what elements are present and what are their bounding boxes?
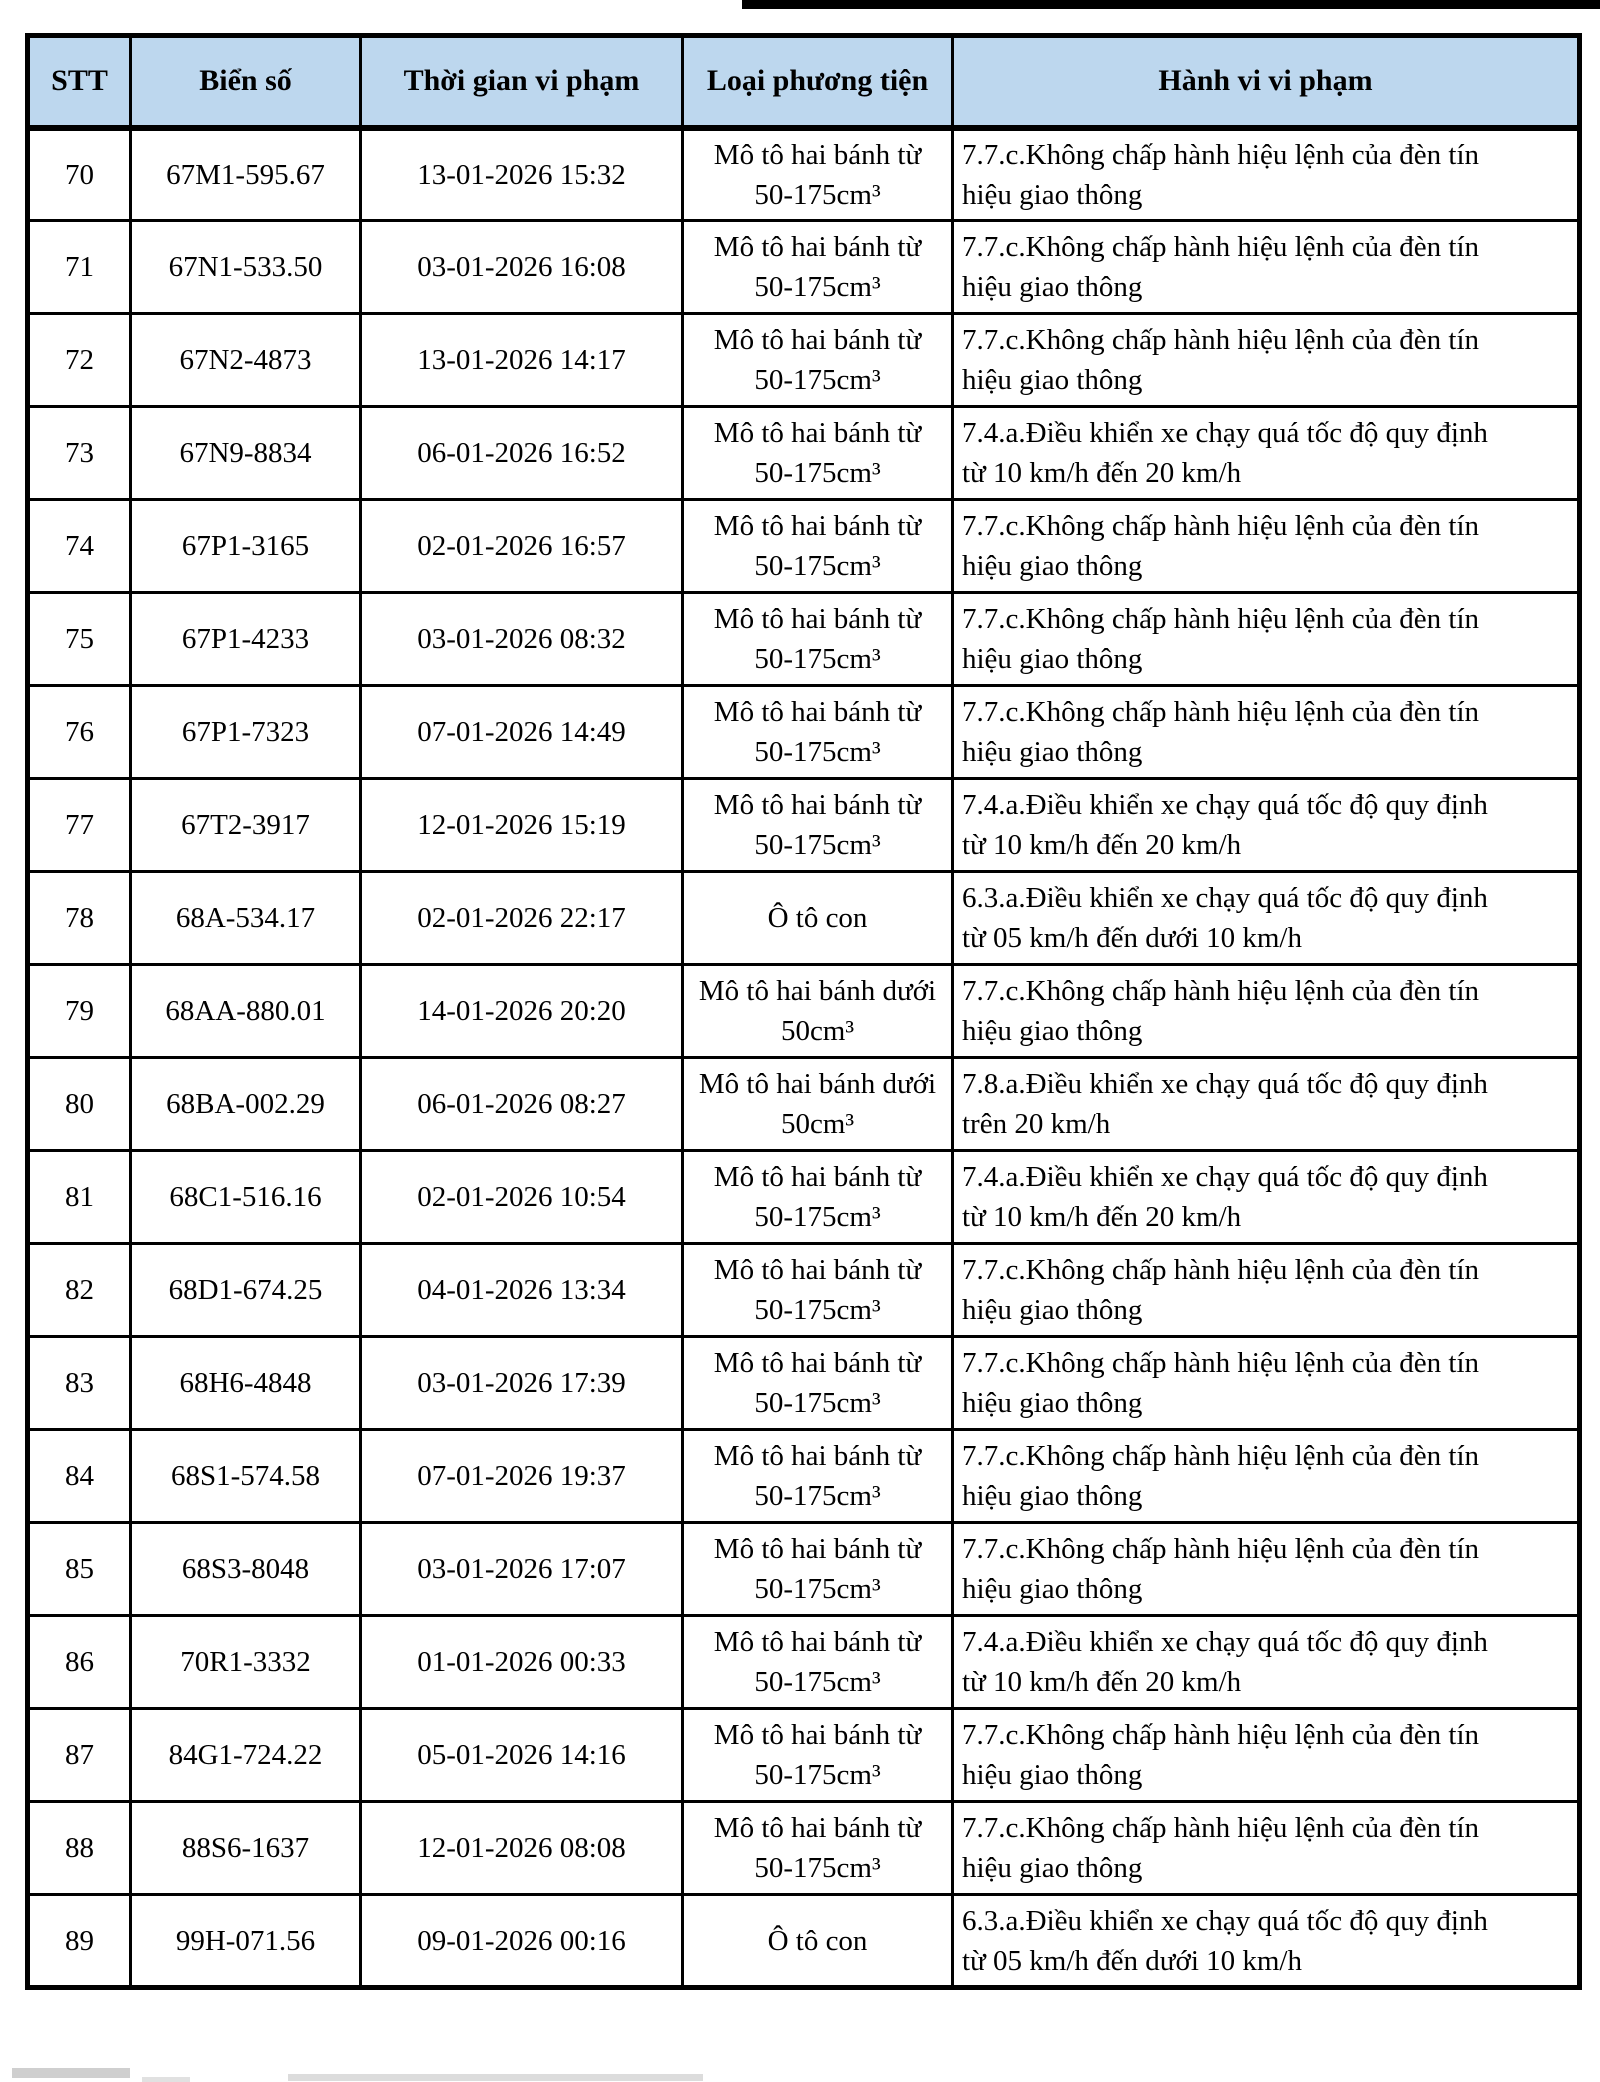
stt-cell: 83 (28, 1337, 131, 1430)
license-plate-cell: 68H6-4848 (131, 1337, 361, 1430)
violation-behavior-cell (953, 872, 1580, 965)
stt-cell: 88 (28, 1802, 131, 1895)
license-plate-cell: 68AA-880.01 (131, 965, 361, 1058)
violation-behavior-line: hiệu giao thông (962, 1573, 1143, 1605)
header-violation-behavior: Hành vi vi phạm (953, 36, 1580, 128)
stt-cell: 78 (28, 872, 131, 965)
violation-behavior-line: hiệu giao thông (962, 736, 1143, 768)
violation-time-cell: 01-01-2026 00:33 (361, 1616, 683, 1709)
violation-time-cell: 03-01-2026 16:08 (361, 221, 683, 314)
violation-behavior-cell (953, 593, 1580, 686)
vehicle-type-cell (683, 1244, 953, 1337)
vehicle-type-line: 50-175cm³ (754, 1294, 881, 1326)
table-row (28, 500, 1580, 593)
vehicle-type-line: Mô tô hai bánh từ (713, 1440, 922, 1472)
vehicle-type-line: Mô tô hai bánh dưới (698, 1068, 937, 1100)
violation-time-cell: 03-01-2026 08:32 (361, 593, 683, 686)
table-row (28, 128, 1580, 221)
table-header-row (28, 36, 1580, 128)
stt-cell: 80 (28, 1058, 131, 1151)
table-row (28, 407, 1580, 500)
violation-behavior-line: 7.7.c.Không chấp hành hiệu lệnh của đèn tín (962, 510, 1480, 542)
vehicle-type-line: 50-175cm³ (754, 736, 881, 768)
table-row (28, 1244, 1580, 1337)
vehicle-type-line: Ô tô con (767, 1924, 868, 1957)
table-row (28, 593, 1580, 686)
vehicle-type-line: 50-175cm³ (754, 1387, 881, 1419)
table-row (28, 1895, 1580, 1988)
violation-behavior-line: 7.4.a.Điều khiển xe chạy quá tốc độ quy định (962, 1626, 1488, 1658)
violation-time-cell: 07-01-2026 19:37 (361, 1430, 683, 1523)
violation-behavior-line: hiệu giao thông (962, 643, 1143, 675)
page-edge-artifact (12, 2068, 130, 2078)
violation-time-cell: 02-01-2026 16:57 (361, 500, 683, 593)
violation-behavior-line: từ 10 km/h đến 20 km/h (962, 1666, 1242, 1698)
violation-behavior-line: hiệu giao thông (962, 364, 1143, 396)
license-plate-cell: 67P1-4233 (131, 593, 361, 686)
vehicle-type-cell (683, 1709, 953, 1802)
license-plate-cell: 67T2-3917 (131, 779, 361, 872)
license-plate-cell: 67N9-8834 (131, 407, 361, 500)
vehicle-type-line: Mô tô hai bánh từ (713, 789, 922, 821)
page-edge-artifact (288, 2074, 703, 2081)
license-plate-cell: 67M1-595.67 (131, 128, 361, 221)
vehicle-type-cell (683, 1430, 953, 1523)
stt-cell: 70 (28, 128, 131, 221)
header-stt: STT (28, 36, 131, 128)
violation-time-cell: 12-01-2026 15:19 (361, 779, 683, 872)
violation-behavior-line: 7.7.c.Không chấp hành hiệu lệnh của đèn tín (962, 975, 1480, 1007)
violation-behavior-line: từ 10 km/h đến 20 km/h (962, 829, 1242, 861)
vehicle-type-line: 50-175cm³ (754, 364, 881, 396)
license-plate-cell: 68C1-516.16 (131, 1151, 361, 1244)
violation-time-cell: 06-01-2026 08:27 (361, 1058, 683, 1151)
table-row (28, 1337, 1580, 1430)
violation-time-cell: 04-01-2026 13:34 (361, 1244, 683, 1337)
license-plate-cell: 68S3-8048 (131, 1523, 361, 1616)
vehicle-type-line: Mô tô hai bánh từ (713, 510, 922, 542)
license-plate-cell: 68D1-674.25 (131, 1244, 361, 1337)
violation-behavior-cell (953, 1058, 1580, 1151)
violation-behavior-line: trên 20 km/h (962, 1108, 1111, 1140)
violation-behavior-line: từ 10 km/h đến 20 km/h (962, 1201, 1242, 1233)
license-plate-cell: 68A-534.17 (131, 872, 361, 965)
violation-behavior-cell (953, 128, 1580, 221)
vehicle-type-cell (683, 1895, 953, 1988)
stt-cell: 72 (28, 314, 131, 407)
violation-behavior-cell (953, 314, 1580, 407)
violation-behavior-cell (953, 965, 1580, 1058)
vehicle-type-line: Mô tô hai bánh từ (713, 231, 922, 263)
violation-behavior-line: hiệu giao thông (962, 271, 1143, 303)
table-row (28, 1802, 1580, 1895)
violation-behavior-line: 7.4.a.Điều khiển xe chạy quá tốc độ quy định (962, 417, 1488, 449)
violation-behavior-line: 7.7.c.Không chấp hành hiệu lệnh của đèn tín (962, 231, 1480, 263)
violation-time-cell: 13-01-2026 15:32 (361, 128, 683, 221)
vehicle-type-line: Mô tô hai bánh từ (713, 1533, 922, 1565)
vehicle-type-cell (683, 1523, 953, 1616)
violation-time-cell: 02-01-2026 10:54 (361, 1151, 683, 1244)
license-plate-cell: 67P1-3165 (131, 500, 361, 593)
violation-behavior-cell (953, 1895, 1580, 1988)
vehicle-type-cell (683, 221, 953, 314)
vehicle-type-cell (683, 1058, 953, 1151)
violation-time-cell: 03-01-2026 17:07 (361, 1523, 683, 1616)
violation-time-cell: 03-01-2026 17:39 (361, 1337, 683, 1430)
violation-behavior-line: hiệu giao thông (962, 1480, 1143, 1512)
violation-behavior-line: hiệu giao thông (962, 1387, 1143, 1419)
header-license-plate: Biển số (131, 36, 361, 128)
vehicle-type-line: 50-175cm³ (754, 1201, 881, 1233)
stt-cell: 82 (28, 1244, 131, 1337)
violation-behavior-cell (953, 1709, 1580, 1802)
violation-behavior-line: từ 05 km/h đến dưới 10 km/h (962, 1944, 1302, 1977)
violation-behavior-line: hiệu giao thông (962, 1294, 1143, 1326)
violation-behavior-cell (953, 686, 1580, 779)
cropped-content-strip (742, 0, 1600, 9)
vehicle-type-line: Mô tô hai bánh từ (713, 417, 922, 449)
license-plate-cell: 68S1-574.58 (131, 1430, 361, 1523)
violation-behavior-line: hiệu giao thông (962, 550, 1143, 582)
violation-behavior-cell (953, 1430, 1580, 1523)
violation-behavior-cell (953, 407, 1580, 500)
vehicle-type-line: Mô tô hai bánh từ (713, 1161, 922, 1193)
violation-behavior-cell (953, 1151, 1580, 1244)
vehicle-type-cell (683, 500, 953, 593)
violation-behavior-line: hiệu giao thông (962, 1759, 1143, 1791)
vehicle-type-line: Mô tô hai bánh từ (713, 1812, 922, 1844)
violation-behavior-cell (953, 1616, 1580, 1709)
violation-behavior-line: 7.7.c.Không chấp hành hiệu lệnh của đèn tín (962, 1719, 1480, 1751)
stt-cell: 79 (28, 965, 131, 1058)
violation-behavior-line: 7.7.c.Không chấp hành hiệu lệnh của đèn tín (962, 138, 1480, 171)
vehicle-type-cell (683, 1337, 953, 1430)
license-plate-cell: 68BA-002.29 (131, 1058, 361, 1151)
violation-time-cell: 13-01-2026 14:17 (361, 314, 683, 407)
vehicle-type-line: Ô tô con (767, 902, 868, 934)
violation-time-cell: 07-01-2026 14:49 (361, 686, 683, 779)
vehicle-type-line: 50-175cm³ (754, 457, 881, 489)
violation-behavior-line: 7.7.c.Không chấp hành hiệu lệnh của đèn tín (962, 1812, 1480, 1844)
violation-behavior-line: 7.7.c.Không chấp hành hiệu lệnh của đèn tín (962, 696, 1480, 728)
stt-cell: 73 (28, 407, 131, 500)
violation-behavior-line: 7.7.c.Không chấp hành hiệu lệnh của đèn tín (962, 1347, 1480, 1379)
violation-time-cell: 12-01-2026 08:08 (361, 1802, 683, 1895)
vehicle-type-line: 50-175cm³ (754, 1759, 881, 1791)
violation-behavior-line: 7.4.a.Điều khiển xe chạy quá tốc độ quy định (962, 1161, 1488, 1193)
violation-behavior-line: 7.7.c.Không chấp hành hiệu lệnh của đèn tín (962, 1440, 1480, 1472)
violation-behavior-line: hiệu giao thông (962, 1852, 1143, 1884)
license-plate-cell: 67P1-7323 (131, 686, 361, 779)
violation-time-cell: 06-01-2026 16:52 (361, 407, 683, 500)
vehicle-type-line: Mô tô hai bánh từ (713, 138, 922, 171)
violation-behavior-cell (953, 1802, 1580, 1895)
stt-cell: 71 (28, 221, 131, 314)
violation-behavior-line: 7.7.c.Không chấp hành hiệu lệnh của đèn tín (962, 1533, 1480, 1565)
violation-behavior-cell (953, 779, 1580, 872)
violation-behavior-cell (953, 500, 1580, 593)
table-row (28, 1151, 1580, 1244)
violation-behavior-line: 6.3.a.Điều khiển xe chạy quá tốc độ quy định (962, 882, 1488, 914)
violation-behavior-line: 7.7.c.Không chấp hành hiệu lệnh của đèn tín (962, 1254, 1480, 1286)
vehicle-type-line: 50-175cm³ (754, 1852, 881, 1884)
violation-behavior-line: 7.7.c.Không chấp hành hiệu lệnh của đèn tín (962, 603, 1480, 635)
header-vehicle-type: Loại phương tiện (683, 36, 953, 128)
violation-time-cell: 09-01-2026 00:16 (361, 1895, 683, 1988)
table-row (28, 314, 1580, 407)
stt-cell: 76 (28, 686, 131, 779)
vehicle-type-cell (683, 407, 953, 500)
table-row (28, 1709, 1580, 1802)
license-plate-cell: 67N1-533.50 (131, 221, 361, 314)
vehicle-type-cell (683, 593, 953, 686)
vehicle-type-line: Mô tô hai bánh từ (713, 1719, 922, 1751)
violation-behavior-line: hiệu giao thông (962, 178, 1143, 211)
table-row (28, 779, 1580, 872)
stt-cell: 74 (28, 500, 131, 593)
stt-cell: 87 (28, 1709, 131, 1802)
vehicle-type-cell (683, 128, 953, 221)
violation-behavior-line: 7.8.a.Điều khiển xe chạy quá tốc độ quy định (962, 1068, 1488, 1100)
table-row (28, 686, 1580, 779)
stt-cell: 86 (28, 1616, 131, 1709)
vehicle-type-cell (683, 965, 953, 1058)
violation-time-cell: 14-01-2026 20:20 (361, 965, 683, 1058)
vehicle-type-cell (683, 314, 953, 407)
vehicle-type-line: 50-175cm³ (754, 1480, 881, 1512)
stt-cell: 84 (28, 1430, 131, 1523)
vehicle-type-cell (683, 1151, 953, 1244)
violation-behavior-cell (953, 1523, 1580, 1616)
table-row (28, 221, 1580, 314)
vehicle-type-line: Mô tô hai bánh từ (713, 1347, 922, 1379)
violation-time-cell: 05-01-2026 14:16 (361, 1709, 683, 1802)
vehicle-type-cell (683, 872, 953, 965)
violation-behavior-line: từ 05 km/h đến dưới 10 km/h (962, 922, 1302, 954)
violation-behavior-cell (953, 1337, 1580, 1430)
violation-behavior-line: từ 10 km/h đến 20 km/h (962, 457, 1242, 489)
vehicle-type-line: Mô tô hai bánh từ (713, 324, 922, 356)
header-violation-time: Thời gian vi phạm (361, 36, 683, 128)
table-row (28, 872, 1580, 965)
stt-cell: 85 (28, 1523, 131, 1616)
violation-behavior-line: 7.4.a.Điều khiển xe chạy quá tốc độ quy định (962, 789, 1488, 821)
vehicle-type-line: 50-175cm³ (754, 271, 881, 303)
vehicle-type-line: 50cm³ (780, 1108, 855, 1140)
vehicle-type-cell (683, 686, 953, 779)
vehicle-type-cell (683, 779, 953, 872)
stt-cell: 81 (28, 1151, 131, 1244)
vehicle-type-line: Mô tô hai bánh từ (713, 603, 922, 635)
license-plate-cell: 84G1-724.22 (131, 1709, 361, 1802)
table-row (28, 1430, 1580, 1523)
vehicle-type-cell (683, 1802, 953, 1895)
vehicle-type-line: 50-175cm³ (754, 178, 881, 211)
table-row (28, 1616, 1580, 1709)
violation-table (25, 33, 1582, 1990)
table-row (28, 965, 1580, 1058)
license-plate-cell: 67N2-4873 (131, 314, 361, 407)
page-edge-artifact (142, 2077, 190, 2082)
table-row (28, 1523, 1580, 1616)
violation-behavior-cell (953, 1244, 1580, 1337)
vehicle-type-line: Mô tô hai bánh dưới (698, 975, 937, 1007)
violation-time-cell: 02-01-2026 22:17 (361, 872, 683, 965)
license-plate-cell: 99H-071.56 (131, 1895, 361, 1988)
vehicle-type-line: 50-175cm³ (754, 1666, 881, 1698)
vehicle-type-line: 50-175cm³ (754, 643, 881, 675)
vehicle-type-line: Mô tô hai bánh từ (713, 1254, 922, 1286)
vehicle-type-line: 50-175cm³ (754, 1573, 881, 1605)
violation-behavior-line: 6.3.a.Điều khiển xe chạy quá tốc độ quy định (962, 1904, 1488, 1937)
violation-behavior-line: hiệu giao thông (962, 1015, 1143, 1047)
vehicle-type-line: Mô tô hai bánh từ (713, 696, 922, 728)
vehicle-type-line: 50-175cm³ (754, 550, 881, 582)
license-plate-cell: 88S6-1637 (131, 1802, 361, 1895)
vehicle-type-cell (683, 1616, 953, 1709)
vehicle-type-line: Mô tô hai bánh từ (713, 1626, 922, 1658)
vehicle-type-line: 50-175cm³ (754, 829, 881, 861)
violation-behavior-line: 7.7.c.Không chấp hành hiệu lệnh của đèn tín (962, 324, 1480, 356)
table-row (28, 1058, 1580, 1151)
vehicle-type-line: 50cm³ (780, 1015, 855, 1047)
stt-cell: 75 (28, 593, 131, 686)
stt-cell: 89 (28, 1895, 131, 1988)
violation-behavior-cell (953, 221, 1580, 314)
license-plate-cell: 70R1-3332 (131, 1616, 361, 1709)
stt-cell: 77 (28, 779, 131, 872)
